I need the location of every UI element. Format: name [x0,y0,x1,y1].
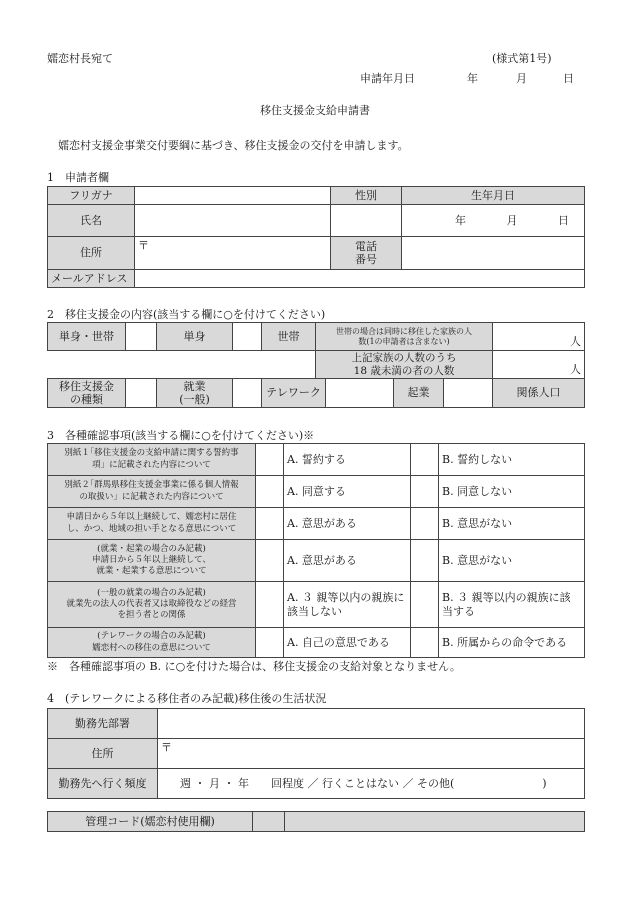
living-status-table [47,708,585,799]
section1-heading: 1 申請者欄 [47,171,109,184]
related-population-label: 関係人口 [493,379,585,408]
spacer-cell [48,351,316,379]
confirm-6-b-mark[interactable] [411,628,439,658]
persons-unit-1: 人 [570,334,582,348]
confirmation-table [47,443,585,658]
telework-mark-cell[interactable] [233,379,262,408]
confirm-question-6-line1: (テレワークの場合のみ記載) [97,631,206,642]
section3-heading: 3 各種確認事項(該当する欄に○を付けてください)※ [47,429,315,442]
confirm-question-5-line1: (一般の就業の場合のみ記載) [97,587,206,598]
email-field[interactable] [135,270,585,288]
confirm-5-b-label: B. ３ 親等以内の親族に該当する [439,582,585,628]
confirm-4-a-mark[interactable] [256,540,284,582]
department-field[interactable] [158,709,585,739]
name-field[interactable] [135,205,331,237]
form-number: (様式第1号) [492,52,552,65]
support-content-table [47,322,585,408]
management-code-table [47,811,585,832]
household-mark-cell[interactable] [233,323,262,351]
confirm-question-5-line3: を担う者との関係 [117,610,186,621]
confirm-question-4-line1: (就業・起業の場合のみ記載) [97,543,206,554]
workplace-postal-mark: 〒 [161,741,172,754]
confirm-question-5 [48,582,256,628]
confirm-2-a-label: A. 同意する [284,476,411,508]
address-label: 住所 [48,237,135,270]
employment-line2: (一般) [179,393,210,406]
household-note-line1: 世帯の場合は同時に移住した家族の人 [336,326,473,336]
application-date-label: 申請年月日 [360,72,415,85]
date-month: 月 [516,72,527,85]
confirm-question-4 [48,540,256,582]
confirm-6-a-mark[interactable] [256,628,284,658]
workplace-address-label: 住所 [48,739,158,769]
confirm-question-3-line2: し、かつ、地域の担い手となる意思について [66,523,237,534]
confirm-1-b-label: B. 誓約しない [439,444,585,476]
startup-label: 起業 [394,379,444,408]
confirm-4-b-label: B. 意思がない [439,540,585,582]
confirm-6-b-label: B. 所属からの命令である [439,628,585,658]
confirm-2-a-mark[interactable] [256,476,284,508]
confirmation-note: ※ 各種確認事項の B. に○を付けた場合は、移住支援金の支給対象となりません。 [47,660,461,673]
confirm-question-1-line1: 別紙１｢移住支援金の支給申請に関する誓約事 [64,448,239,459]
confirm-4-a-label: A. 意思がある [284,540,411,582]
confirm-question-6-line2: 嬬恋村への移住の意思について [92,642,211,653]
confirm-1-b-mark[interactable] [411,444,439,476]
section2-heading: 2 移住支援金の内容(該当する欄に○を付けてください) [47,308,326,321]
employment-line1: 就業 [183,379,206,393]
confirm-4-b-mark[interactable] [411,540,439,582]
support-type-line1: 移住支援金 [59,379,114,393]
furigana-field[interactable] [135,187,331,205]
under18-line2: 18 歳未満の者の人数 [353,364,455,377]
confirm-3-b-mark[interactable] [411,508,439,540]
under18-count-field[interactable] [493,351,585,379]
confirm-2-b-mark[interactable] [411,476,439,508]
single-mark-cell[interactable] [126,323,157,351]
support-type-label [48,379,126,408]
under18-line1: 上記家族の人数のうち [351,351,457,364]
confirm-1-a-mark[interactable] [256,444,284,476]
household-count-field[interactable] [493,323,585,351]
confirm-question-1-line2: 項」に記載された内容について [92,459,211,470]
employment-mark-cell[interactable] [126,379,157,408]
confirm-question-3-line1: 申請日から５年以上継続して、嬬恋村に居住 [66,512,237,523]
startup-mark-cell[interactable] [326,379,394,408]
confirm-question-3 [48,508,256,540]
confirm-5-a-mark[interactable] [256,582,284,628]
document-title: 移住支援金支給申請書 [260,104,370,117]
support-type-line2: の種類 [70,393,103,406]
confirm-6-a-label: A. 自己の意思である [284,628,411,658]
confirm-3-a-label: A. 意思がある [284,508,411,540]
gender-label: 性別 [331,187,402,205]
address-field[interactable] [135,237,331,270]
confirm-question-2-line2: の取扱い」に記載された内容について [79,491,224,502]
confirm-1-a-label: A. 誓約する [284,444,411,476]
email-label: メールアドレス [48,270,135,288]
household-count-label [316,323,493,351]
confirm-question-4-line3: 就業・起業する意思について [96,566,207,577]
birth-year: 年 [455,213,466,227]
single-household-label: 単身・世帯 [48,323,126,351]
name-label: 氏名 [48,205,135,237]
confirm-question-2-line1: 別紙２｢群馬県移住支援金事業に係る個人情報 [64,480,239,491]
visit-frequency-options[interactable]: 週 ・ 月 ・ 年 回程度 ／ 行くことはない ／ その他( ) [158,769,585,799]
confirm-question-1 [48,444,256,476]
birthdate-label: 生年月日 [402,187,585,205]
phone-label [331,237,402,270]
confirm-5-b-mark[interactable] [411,582,439,628]
addressee: 嬬恋村長宛て [47,52,113,65]
intro-text: 嬬恋村支援金事業交付要綱に基づき、移住支援金の交付を申請します。 [58,139,409,152]
related-mark-cell[interactable] [444,379,493,408]
phone-label-line1: 電話 [355,239,377,253]
department-label: 勤務先部署 [48,709,158,739]
postal-mark: 〒 [138,239,149,252]
birthdate-field[interactable] [402,205,585,237]
confirm-question-2 [48,476,256,508]
confirm-3-b-label: B. 意思がない [439,508,585,540]
date-year: 年 [467,72,478,85]
visit-frequency-label: 勤務先へ行く頻度 [48,769,158,799]
confirm-question-5-line2: 就業先の法人の代表者又は取締役などの経営 [66,598,237,609]
applicant-table [47,186,585,288]
under18-count-label [316,351,493,379]
confirm-2-b-label: B. 同意しない [439,476,585,508]
management-code-label: 管理コード(嬬恋村使用欄) [48,812,253,832]
household-note-line2: 数(1の申請者は含まない) [358,336,450,346]
management-code-cell-1 [253,812,285,832]
confirm-question-4-line2: 申請日から５年以上継続して、 [92,554,211,565]
date-day: 日 [563,72,574,85]
confirm-3-a-mark[interactable] [256,508,284,540]
phone-label-line2: 番号 [355,253,377,266]
employment-label [157,379,233,408]
gender-field[interactable] [331,205,402,237]
birth-day: 日 [558,213,569,227]
telework-label: テレワーク [262,379,326,408]
section4-heading: 4 (テレワークによる移住者のみ記載)移住後の生活状況 [47,692,327,705]
confirm-5-a-label: A. ３ 親等以内の親族に該当しない [284,582,411,628]
confirm-question-6 [48,628,256,658]
single-label: 単身 [157,323,233,351]
workplace-address-field[interactable] [158,739,585,769]
birth-month: 月 [506,213,518,227]
phone-field[interactable] [402,237,585,270]
persons-unit-2: 人 [570,362,582,376]
household-label: 世帯 [262,323,316,351]
furigana-label: フリガナ [48,187,135,205]
management-code-cell-2 [285,812,585,832]
